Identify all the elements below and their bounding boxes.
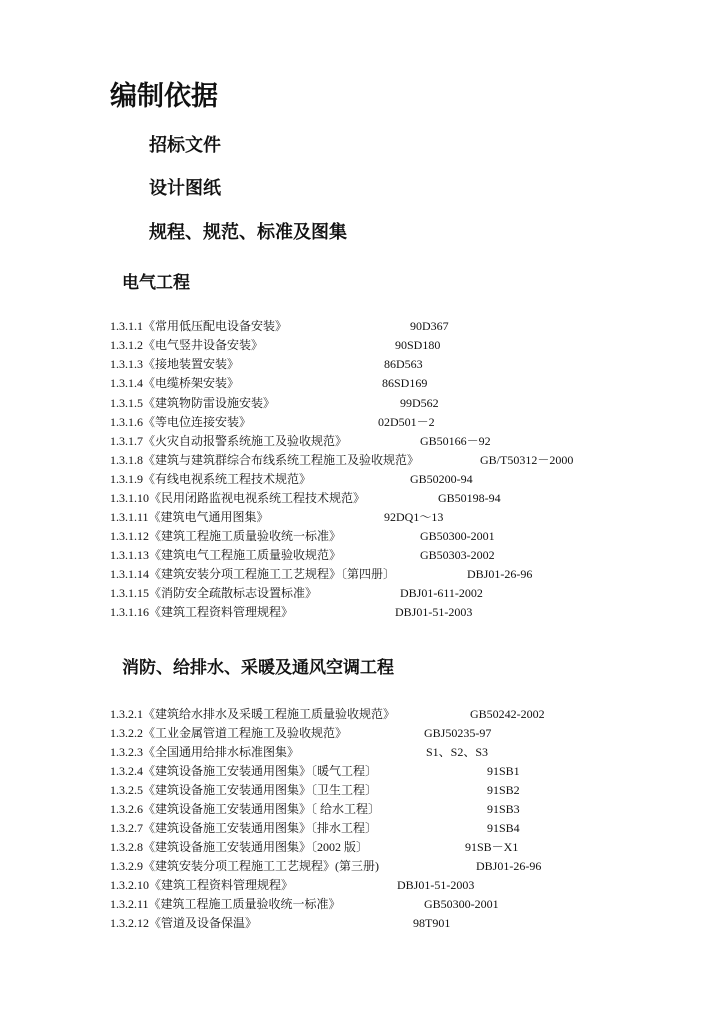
standard-title: 1.3.1.16《建筑工程资料管理规程》	[110, 605, 294, 619]
standard-code: 86D563	[384, 357, 423, 371]
standard-title: 1.3.1.11《建筑电气通用图集》	[110, 510, 269, 524]
list-item	[0, 508, 724, 527]
standard-code: 91SB4	[487, 821, 520, 835]
section-heading-electrical: 电气工程	[122, 273, 190, 293]
standard-title: 1.3.2.11《建筑工程施工质量验收统一标准》	[110, 897, 341, 911]
standard-title: 1.3.2.6《建筑设备施工安装通用图集》〔 给水工程〕	[110, 802, 381, 816]
list-item	[0, 584, 724, 603]
standard-code: DBJ01-51-2003	[397, 878, 475, 892]
standard-title: 1.3.1.3《接地装置安装》	[110, 357, 240, 371]
list-item	[0, 857, 724, 876]
standard-code: DBJ01-611-2002	[400, 586, 483, 600]
standard-code: 91SB－X1	[465, 840, 519, 854]
standard-code: GB50198-94	[438, 491, 501, 505]
list-item	[0, 470, 724, 489]
standard-code: DBJ01-51-2003	[395, 605, 473, 619]
list-item	[0, 374, 724, 393]
standard-title: 1.3.1.15《消防安全疏散标志设置标准》	[110, 586, 318, 600]
standard-title: 1.3.2.5《建筑设备施工安装通用图集》〔卫生工程〕	[110, 783, 378, 797]
list-item	[0, 914, 724, 933]
section-heading-hvac: 消防、给排水、采暖及通风空调工程	[122, 658, 394, 678]
list-item	[0, 565, 724, 584]
standard-title: 1.3.2.10《建筑工程资料管理规程》	[110, 878, 294, 892]
standard-code: GB/T50312－2000	[480, 453, 574, 467]
standard-title: 1.3.2.9《建筑安装分项工程施工工艺规程》(第三册)	[110, 859, 379, 873]
list-item	[0, 355, 724, 374]
standard-code: GB50303-2002	[420, 548, 495, 562]
standard-title: 1.3.1.1《常用低压配电设备安装》	[110, 319, 288, 333]
list-item	[0, 705, 724, 724]
standard-title: 1.3.2.8《建筑设备施工安装通用图集》〔2002 版〕	[110, 840, 369, 854]
standard-title: 1.3.1.2《电气竖井设备安装》	[110, 338, 264, 352]
list-item	[0, 819, 724, 838]
standard-title: 1.3.2.12《管道及设备保温》	[110, 916, 258, 930]
list-item	[0, 743, 724, 762]
list-item	[0, 489, 724, 508]
standard-code: 86SD169	[382, 376, 428, 390]
list-item	[0, 603, 724, 622]
standard-code: 91SB1	[487, 764, 520, 778]
standard-code: DBJ01-26-96	[476, 859, 542, 873]
list-item	[0, 724, 724, 743]
standard-code: GB50300-2001	[424, 897, 499, 911]
list-item	[0, 895, 724, 914]
standard-title: 1.3.1.12《建筑工程施工质量验收统一标准》	[110, 529, 342, 543]
standard-title: 1.3.1.4《电缆桥架安装》	[110, 376, 240, 390]
subsection-codes-standards: 规程、规范、标准及图集	[149, 222, 347, 243]
list-item	[0, 781, 724, 800]
standard-code: 98T901	[413, 916, 451, 930]
standard-title: 1.3.1.14《建筑安装分项工程施工工艺规程》〔第四册〕	[110, 567, 396, 581]
list-item	[0, 546, 724, 565]
list-item	[0, 762, 724, 781]
standard-title: 1.3.2.4《建筑设备施工安装通用图集》〔暖气工程〕	[110, 764, 378, 778]
standard-title: 1.3.1.7《火灾自动报警系统施工及验收规范》	[110, 434, 348, 448]
standard-title: 1.3.1.6《等电位连接安装》	[110, 415, 252, 429]
list-item	[0, 838, 724, 857]
standard-code: GB50300-2001	[420, 529, 495, 543]
standard-code: 92DQ1～13	[384, 510, 444, 524]
list-item	[0, 394, 724, 413]
standard-code: DBJ01-26-96	[467, 567, 533, 581]
standard-title: 1.3.1.10《民用闭路监视电视系统工程技术规范》	[110, 491, 366, 505]
standard-code: S1、S2、S3	[426, 745, 489, 759]
standard-code: GB50200-94	[410, 472, 473, 486]
standard-code: 91SB3	[487, 802, 520, 816]
standard-code: 91SB2	[487, 783, 520, 797]
standard-code: GB50166－92	[420, 434, 491, 448]
standard-code: 02D501－2	[378, 415, 435, 429]
list-item	[0, 876, 724, 895]
standard-title: 1.3.1.13《建筑电气工程施工质量验收规范》	[110, 548, 342, 562]
list-item	[0, 451, 724, 470]
list-item	[0, 432, 724, 451]
list-item	[0, 527, 724, 546]
standard-code: GBJ50235-97	[424, 726, 492, 740]
standard-title: 1.3.2.1《建筑给水排水及采暖工程施工质量验收规范》	[110, 707, 396, 721]
page-title: 编制依据	[110, 81, 218, 112]
list-item	[0, 413, 724, 432]
standard-title: 1.3.1.5《建筑物防雷设施安装》	[110, 396, 276, 410]
standard-title: 1.3.1.8《建筑与建筑群综合布线系统工程施工及验收规范》	[110, 453, 420, 467]
standard-title: 1.3.2.2《工业金属管道工程施工及验收规范》	[110, 726, 348, 740]
standard-code: 90SD180	[395, 338, 441, 352]
standard-code: 99D562	[400, 396, 439, 410]
standard-code: 90D367	[410, 319, 449, 333]
list-item	[0, 317, 724, 336]
standard-title: 1.3.2.7《建筑设备施工安装通用图集》〔排水工程〕	[110, 821, 378, 835]
subsection-bidding-documents: 招标文件	[149, 135, 221, 156]
standard-title: 1.3.1.9《有线电视系统工程技术规范》	[110, 472, 312, 486]
list-item	[0, 800, 724, 819]
standard-title: 1.3.2.3《全国通用给排水标准图集》	[110, 745, 300, 759]
list-item	[0, 336, 724, 355]
subsection-design-drawings: 设计图纸	[149, 178, 221, 199]
standard-code: GB50242-2002	[470, 707, 545, 721]
